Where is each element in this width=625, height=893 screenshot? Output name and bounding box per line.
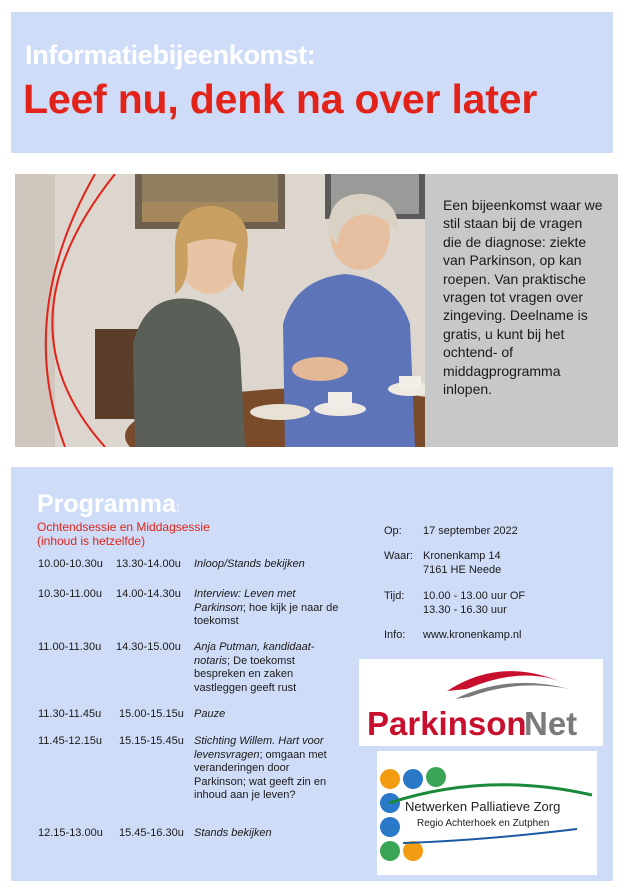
time-line2: 13.30 - 16.30 uur	[423, 604, 507, 616]
activity: Inloop/Stands bekijken	[194, 558, 305, 570]
program-subtitle-line2: (inhoud is hetzelfde)	[37, 534, 146, 548]
date-label: Op:	[384, 525, 402, 537]
morning-time: 11.30-11.45u	[38, 708, 102, 720]
location-label: Waar:	[384, 550, 413, 562]
event-photo	[15, 174, 425, 447]
morning-time: 10.00-10.30u	[38, 558, 103, 570]
parkinsonnet-wordmark-2: Net	[524, 705, 578, 742]
parkinsonnet-logo	[359, 659, 603, 746]
activity-rest: ; hoe kijk je naar de toekomst	[194, 601, 339, 628]
activity	[194, 641, 344, 695]
activity: Pauze	[194, 708, 226, 720]
afternoon-time: 14.00-14.30u	[116, 588, 181, 600]
morning-time: 11.45-12.15u	[38, 735, 103, 747]
location-line2: 7161 HE Neede	[423, 564, 502, 576]
header-banner	[11, 12, 613, 153]
program-title	[37, 490, 180, 519]
program-title-colon: :	[175, 499, 180, 515]
afternoon-time: 13.30-14.00u	[116, 558, 181, 570]
afternoon-time: 15.45-16.30u	[119, 827, 184, 839]
time-line1: 10.00 - 13.00 uur OF	[423, 590, 526, 602]
activity-italic: Stichting Willem. Hart voor levensvragen	[194, 735, 324, 761]
morning-time: 12.15-13.00u	[38, 827, 103, 839]
parkinsonnet-wordmark-1: Parkinson	[367, 705, 527, 742]
activity-italic: Anja Putman, kandidaat-notaris	[194, 641, 315, 667]
nz-subtitle: Regio Achterhoek en Zutphen	[417, 818, 550, 829]
activity-rest: ; omgaan met veranderingen door Parkinson; wat geeft zin en inhoud aan je leven?	[194, 748, 327, 802]
activity	[194, 735, 334, 803]
morning-time: 11.00-11.30u	[38, 641, 102, 653]
intro-text: Een bijeenkomst waar we stil staan bij de vragen die de diagnose: ziekte van Parkinson, op kan roepen. Van praktische vragen tot vragen over zingeving. Deelname is gratis, u kunt bij het ochtend- of middagprogramma inlopen.	[443, 197, 603, 398]
nz-title: Netwerken Palliatieve Zorg	[405, 799, 561, 814]
palliatieve-zorg-logo	[377, 751, 597, 875]
afternoon-time: 15.00-15.15u	[119, 708, 184, 720]
info-label: Info:	[384, 629, 406, 641]
website-link[interactable]: www.kronenkamp.nl	[423, 629, 522, 641]
afternoon-time: 15.15-15.45u	[119, 735, 184, 747]
location-line1: Kronenkamp 14	[423, 550, 501, 562]
activity-italic: Interview: Leven met Parkinson	[194, 588, 296, 614]
program-subtitle	[37, 520, 210, 548]
intro-panel	[425, 174, 618, 447]
activity: Stands bekijken	[194, 827, 272, 839]
header-kicker: Informatiebijeenkomst:	[25, 40, 316, 70]
morning-time: 10.30-11.00u	[38, 588, 103, 600]
activity	[194, 588, 344, 629]
activity-rest: ; De toekomst bespreken en zaken vastleggen geeft rust	[194, 654, 297, 694]
program-title-text: Programma	[37, 490, 176, 518]
afternoon-time: 14.30-15.00u	[116, 641, 181, 653]
program-subtitle-line1: Ochtendsessie en Middagsessie	[37, 520, 210, 534]
date-value: 17 september 2022	[423, 525, 518, 537]
time-label: Tijd:	[384, 590, 405, 602]
page-title: Leef nu, denk na over later	[23, 76, 538, 122]
